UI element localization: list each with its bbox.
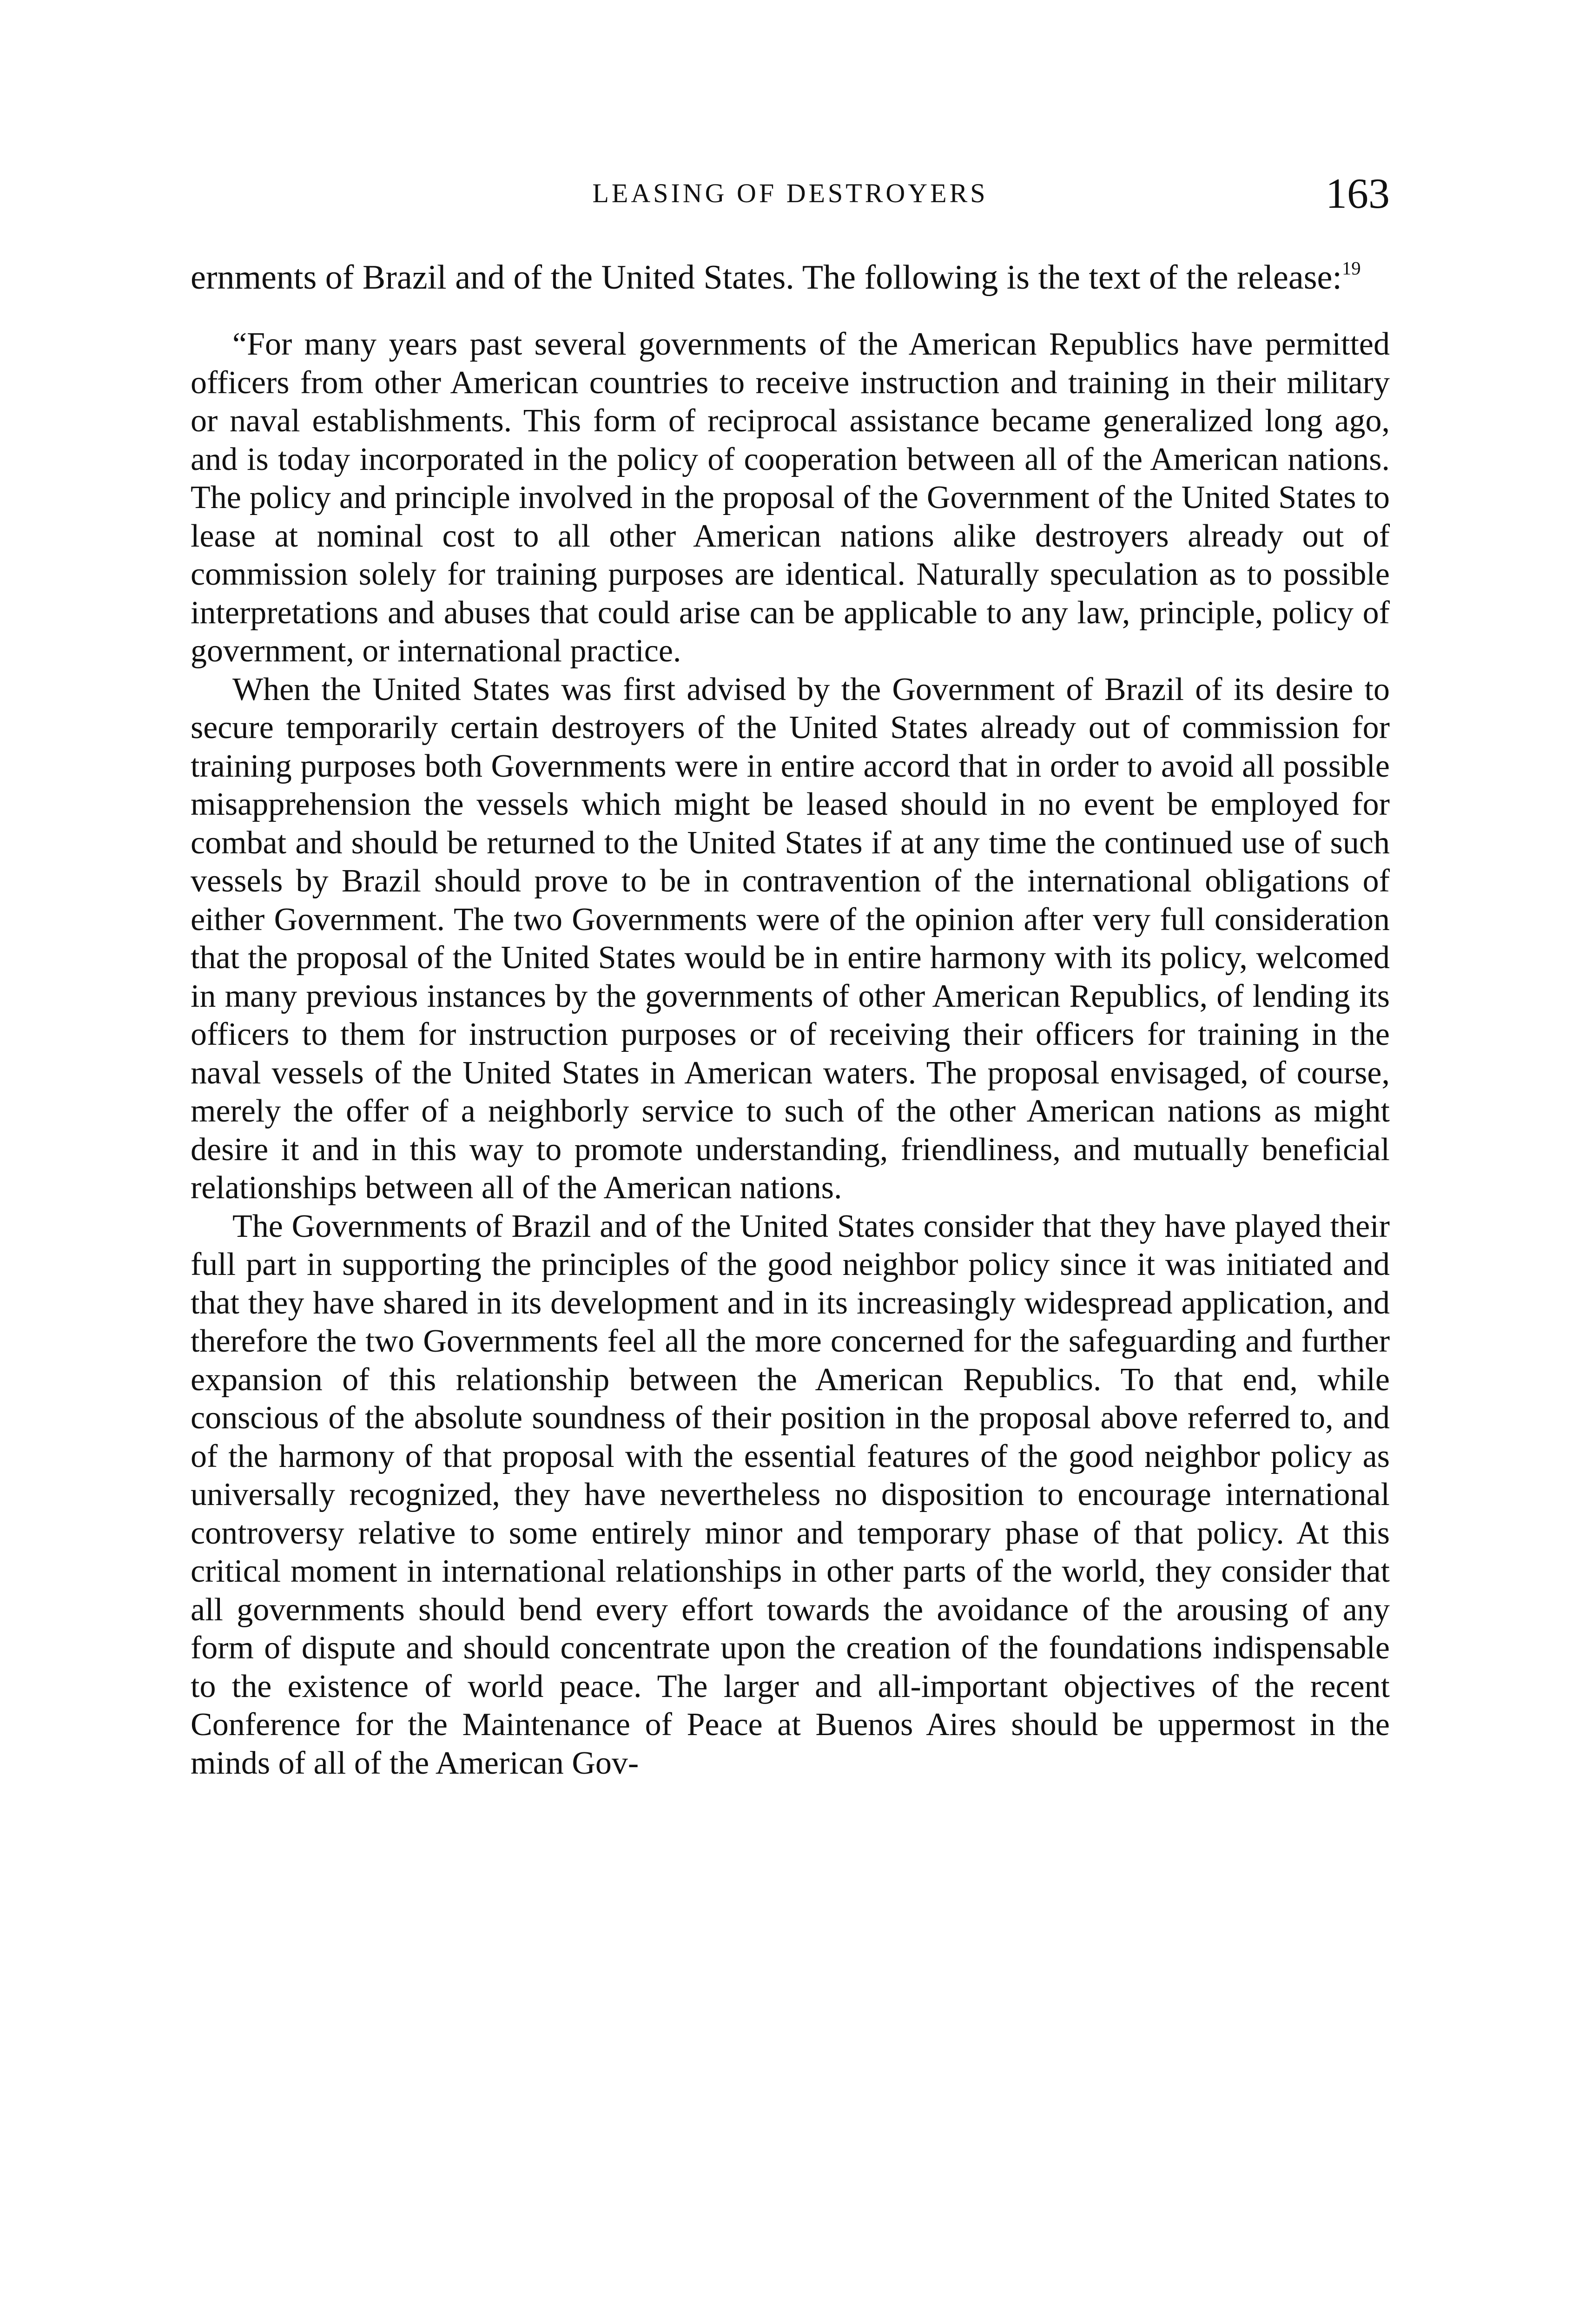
quoted-paragraph-1: “For many years past several governments of the American Republics have permitted officers from other American countries to receive instruction and training in their military or naval establishments. This form of reciprocal assistance became generalized long ago, and is today incorporated in the policy of cooperation between all of the American nations. The policy and principle involved in the proposal of the Government of the United States to lease at nominal cost to all other American nations alike destroyers already out of commission solely for training purposes are identical. Naturally speculation as to possible interpretations and abuses that could arise can be applicable to any law, principle, policy of government, or international practice. [191,326,1390,669]
page-number: 163 [1326,170,1390,217]
intro-text: ernments of Brazil and of the United States. The following is the text of the release: [191,258,1342,297]
intro-paragraph [191,258,1390,297]
running-head [191,172,1390,223]
quoted-paragraph-2: When the United States was first advised by the Government of Brazil of its desire to secure temporarily certain destroyers of the United States already out of commission for training purposes both Governments were in entire accord that in order to avoid all possible misapprehension the vessels which might be leased should in no event be employed for combat and should be returned to the United States if at any time the continued use of such vessels by Brazil should prove to be in contravention of the international obligations of either Government. The two Governments were of the opinion after very full consideration that the proposal of the United States would be in entire harmony with its policy, welcomed in many previous instances by the governments of other American Republics, of lending its officers to them for instruction purposes or of receiving their officers for training in the naval vessels of the United States in American waters. The proposal envisaged, of course, merely the offer of a neighborly service to such of the other American nations as might desire it and in this way to promote understanding, friendliness, and mutually beneficial relationships between all of the American nations. [191,671,1390,1206]
quoted-paragraph-3: The Governments of Brazil and of the United States consider that they have played their full part in supporting the principles of the good neighbor policy since it was initiated and that they have shared in its development and in its increasingly widespread application, and therefore the two Governments feel all the more concerned for the safeguarding and further expansion of this relationship between the American Republics. To that end, while conscious of the absolute soundness of their position in the proposal above referred to, and of the harmony of that proposal with the essential features of the good neighbor policy as universally recognized, they have nevertheless no disposition to encourage international controversy relative to some entirely minor and temporary phase of that policy. At this critical moment in international relationships in other parts of the world, they consider that all governments should bend every effort towards the avoidance of the arousing of any form of dispute and should concentrate upon the creation of the foundations indispensable to the existence of world peace. The larger and all-important objectives of the recent Conference for the Maintenance of Peace at Buenos Aires should be uppermost in the minds of all of the American Gov- [191,1208,1390,1781]
footnote-reference: 19 [1341,257,1361,279]
running-title: LEASING OF DESTROYERS [592,178,988,208]
main-text [191,258,1390,1783]
